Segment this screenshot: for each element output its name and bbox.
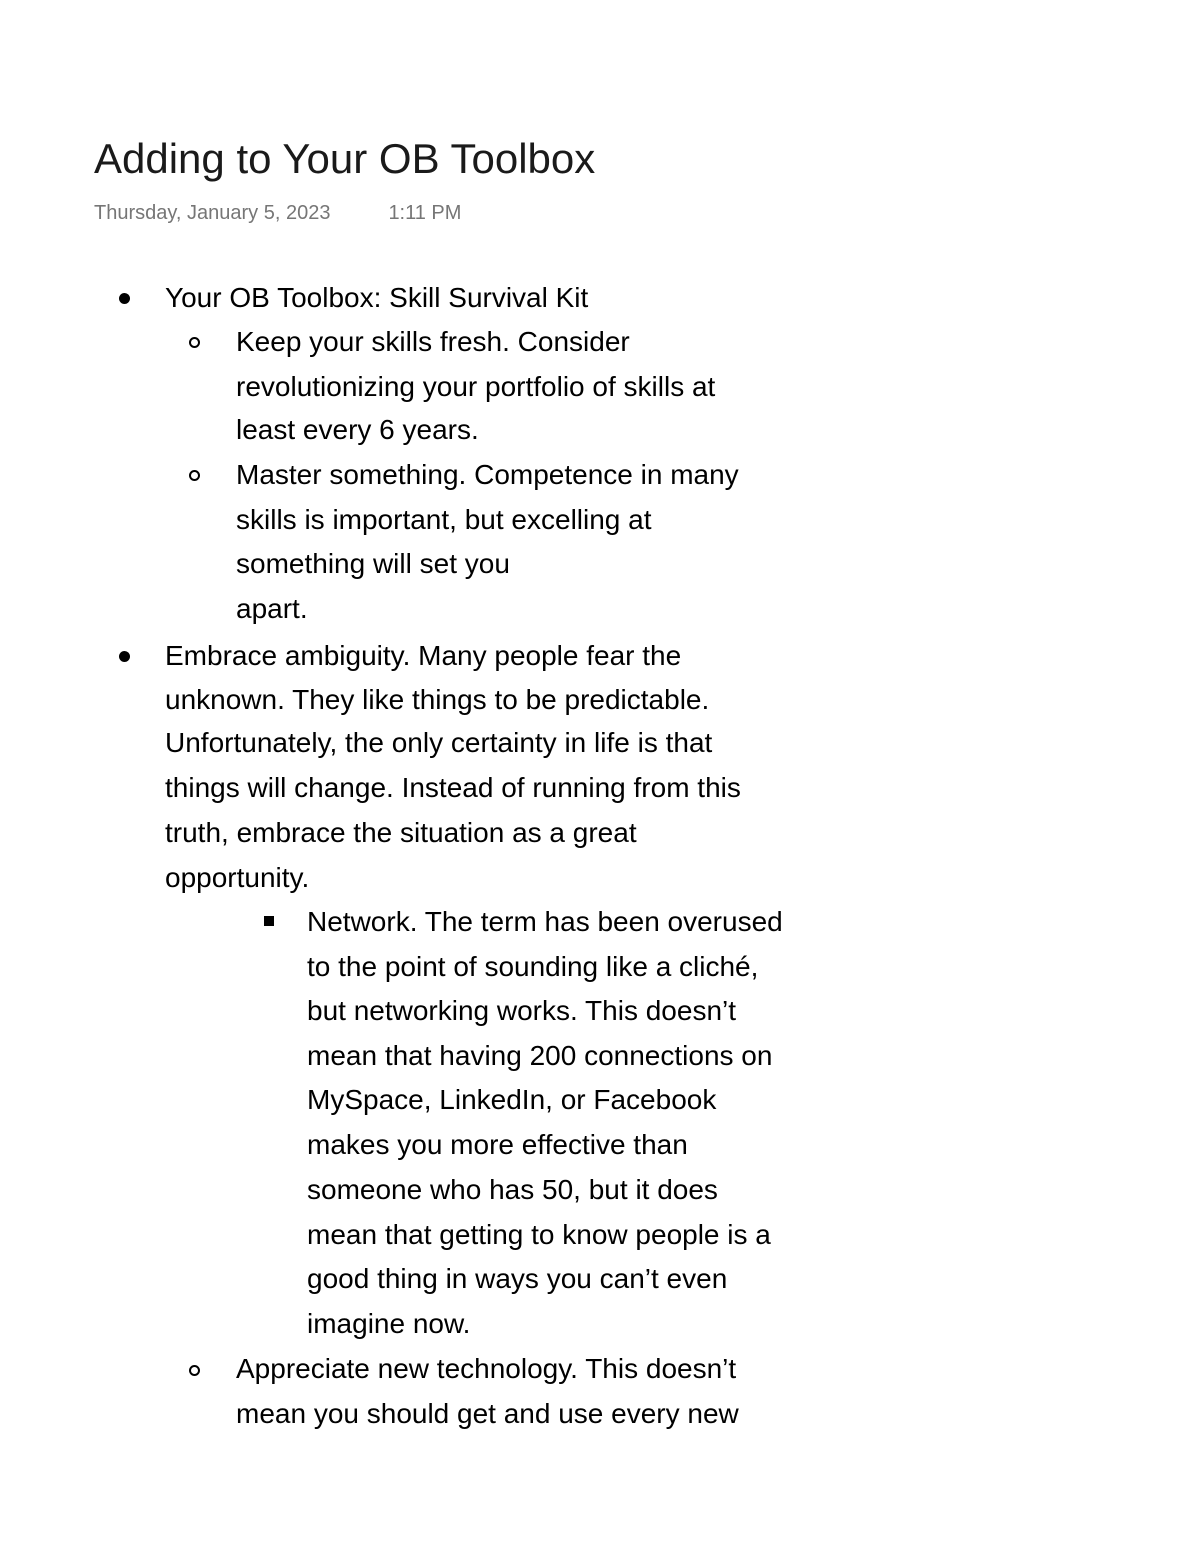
list-item-line: imagine now.	[307, 1308, 471, 1339]
list-item-line: Your OB Toolbox: Skill Survival Kit	[165, 282, 589, 313]
list-item-line: someone who has 50, but it does	[307, 1174, 718, 1205]
list-item-line: revolutionizing your portfolio of skills at	[236, 371, 716, 402]
list-item-line: MySpace, LinkedIn, or Facebook	[307, 1084, 717, 1115]
list-item-line: Unfortunately, the only certainty in life is that	[165, 727, 713, 758]
list-item-line: least every 6 years.	[236, 414, 479, 445]
bullet-disc-icon	[119, 293, 130, 304]
list-item-line: good thing in ways you can’t even	[307, 1263, 728, 1294]
list-item-line: unknown. They like things to be predictable.	[165, 684, 710, 715]
page-timestamp	[94, 198, 461, 228]
list-item-line: to the point of sounding like a cliché,	[307, 951, 759, 982]
list-item-line: mean you should get and use every new	[236, 1398, 739, 1429]
page-date: Thursday, January 5, 2023	[94, 202, 331, 224]
bullet-circle-icon	[189, 1365, 200, 1376]
page-time: 1:11 PM	[388, 202, 462, 224]
page-title: Adding to Your OB Toolbox	[94, 135, 596, 182]
list-item-line: things will change. Instead of running from this	[165, 772, 741, 803]
list-item-line: something will set you	[236, 548, 510, 579]
list-item-line: makes you more effective than	[307, 1129, 688, 1160]
list-item-line: Keep your skills fresh. Consider	[236, 326, 630, 357]
list-item-line: apart.	[236, 593, 308, 624]
bullet-square-icon	[264, 916, 274, 926]
list-item-line: mean that getting to know people is a	[307, 1219, 771, 1250]
list-item-line: Appreciate new technology. This doesn’t	[236, 1353, 737, 1384]
list-item-line: Network. The term has been overused	[307, 906, 783, 937]
list-item-line: skills is important, but excelling at	[236, 504, 652, 535]
bullet-circle-icon	[189, 337, 200, 348]
list-item-line: but networking works. This doesn’t	[307, 995, 737, 1026]
list-item-line: mean that having 200 connections on	[307, 1040, 773, 1071]
list-item-line: truth, embrace the situation as a great	[165, 817, 637, 848]
bullet-disc-icon	[119, 651, 130, 662]
bullet-circle-icon	[189, 470, 200, 481]
list-item-line: Embrace ambiguity. Many people fear the	[165, 640, 682, 671]
list-item-line: opportunity.	[165, 862, 310, 893]
list-item-line: Master something. Competence in many	[236, 459, 739, 490]
